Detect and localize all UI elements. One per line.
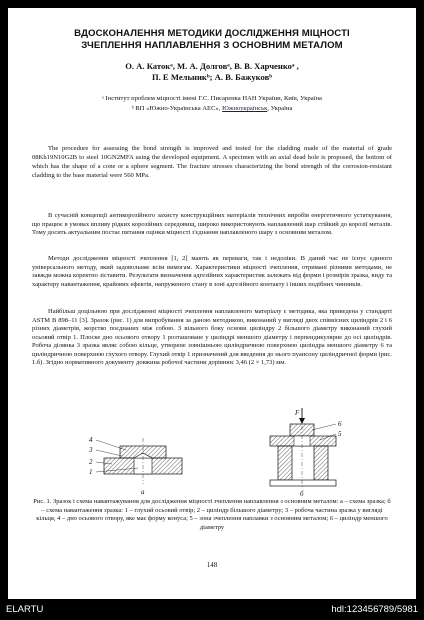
paper-title-line-1: ВДОСКОНАЛЕННЯ МЕТОДИКИ ДОСЛІДЖЕННЯ МІЦНОСТІ bbox=[74, 28, 350, 39]
callout-4: 4 bbox=[89, 436, 93, 444]
body-paragraph-1: В сучасній концепції антикорозійного захисту конструкційних матеріалів технічних виробів енергетичного устаткування, що працює в умовах впливу рідких корозійних середовищ, широко використовують наплавлений шар стійкий до корозії металів. Тому досить актуальним постає питання оцінки міцності з'єднання наплавленого шару з основним металом. bbox=[32, 212, 392, 236]
affiliation-b-suffix: , Україна bbox=[267, 105, 293, 112]
abstract: The procedure for assessing the bond strength is improved and tested for the cladding made of the material of grade 08Kh19N10G2B to steel 10GN2MFA using the developed equipment. A specimen with an axial dead hole is proposed, the bottom of which has the shape of a cone or a sphere segment. The fracture stresses characterizing the bond strength of the corrosion-resistant cladding to the base material were 560 MPa. bbox=[32, 145, 392, 179]
body-paragraph-2: Методи дослідження міцності зчеплення [1, 2] мають як переваги, так і недоліки. В даний час не існує єдиного універсального методу, який задовольняє всім вимогам. Характеристики міцності зчеплення, отримані різними методами, не завжди можна коректно зіставити. Результати визначення адгезійних характеристик залежать від форми і розмірів зразка, виду та характеру навантаження, крайових ефектів, напруженого стану в зоні адгезійного контакту і інших подібних чинників. bbox=[32, 255, 392, 288]
figure-a-specimen-scheme bbox=[86, 428, 196, 498]
body-paragraph-3: Найбільш доцільною при дослідженні міцності зчеплення наплавленого матеріалу є методика, яка приведена у стандарті ASTM B 898–11 [3]. Зразок (рис. 1) для випробування за даною методикою, виконаний у вигляді двох співвісних циліндрів 2 і 6 різних діаметрів, жорстко поєднаних між собою. З вільного боку основи циліндру 2 більшого діаметру виконаний глухий осьовий отвір 1. Плоске дно осьового отвору 1 розташоване у циліндрі меншого діаметру і перпендикулярне до осі циліндрів. Робоча ділянка 3 зразка являє собою кільце, утворене зовнішньою циліндричною поверхнею циліндра меншого діаметру 6 та циліндричною поверхнею глухого отвору. Глухий отвір 1 призначений для введення до нього пуансону циліндричної форми (рис. 1.б). Згідно нормативного документу довжина робочої частини дорівнює 3,46 (2 × 1,73) мм. bbox=[32, 308, 392, 366]
force-arrow bbox=[294, 408, 305, 424]
loading-assembly bbox=[270, 424, 336, 488]
specimen-body bbox=[104, 438, 182, 484]
authors-line-1: О. А. Катокᵃ, М. А. Долговᵃ, В. В. Харченкоᵃ , bbox=[125, 61, 299, 71]
page-number: 148 bbox=[206, 561, 218, 569]
callout-5: 5 bbox=[338, 430, 342, 438]
callout-1: 1 bbox=[89, 468, 93, 476]
footer-repository-name: ELARTU bbox=[6, 604, 44, 615]
figure-a-label: а bbox=[141, 488, 145, 496]
affiliation-b bbox=[8, 105, 416, 112]
document-page bbox=[8, 8, 416, 599]
figure-b-loading-scheme bbox=[260, 406, 350, 498]
callout-3: 3 bbox=[89, 446, 93, 454]
figure-caption: Рис. 1. Зразок і схема навантажування для дослідження міцності зчеплення наплавлення з основним металом: а – схема зразка; б – схема навантаження зразка: 1 – глухий осьовий отвір; 2 – циліндр більшого діаметру; 3 – робоча частина зразка у вигляді кільця, 4 – дно осьового отвору, яке має форму конуса; 5 – зона зчеплення наплавки з основним металом; 6 – циліндр меншого діаметру bbox=[33, 498, 391, 531]
callout-2: 2 bbox=[89, 458, 93, 466]
affiliation-city-link[interactable]: Южноукраїнськ bbox=[222, 105, 268, 112]
footer-handle-id[interactable]: hdl:123456789/5981 bbox=[331, 604, 418, 615]
figure-b-label: б bbox=[300, 490, 304, 498]
force-label: F bbox=[295, 409, 300, 417]
callout-6: 6 bbox=[338, 420, 342, 428]
affiliation-a: ᵃ Інститут проблем міцності імені Г.С. Писаренка НАН України, Київ, Україна bbox=[102, 95, 322, 102]
authors-line-2: П. Е Мельникᵇ; А. В. Бажуковᵇ bbox=[151, 72, 273, 82]
paper-title-line-2: ЗЧЕПЛЕННЯ НАПЛАВЛЕННЯ З ОСНОВНИМ МЕТАЛОМ bbox=[81, 40, 343, 51]
affiliation-b-prefix: ᵇ ВП «Южно-Українська АЕС», bbox=[131, 105, 223, 112]
